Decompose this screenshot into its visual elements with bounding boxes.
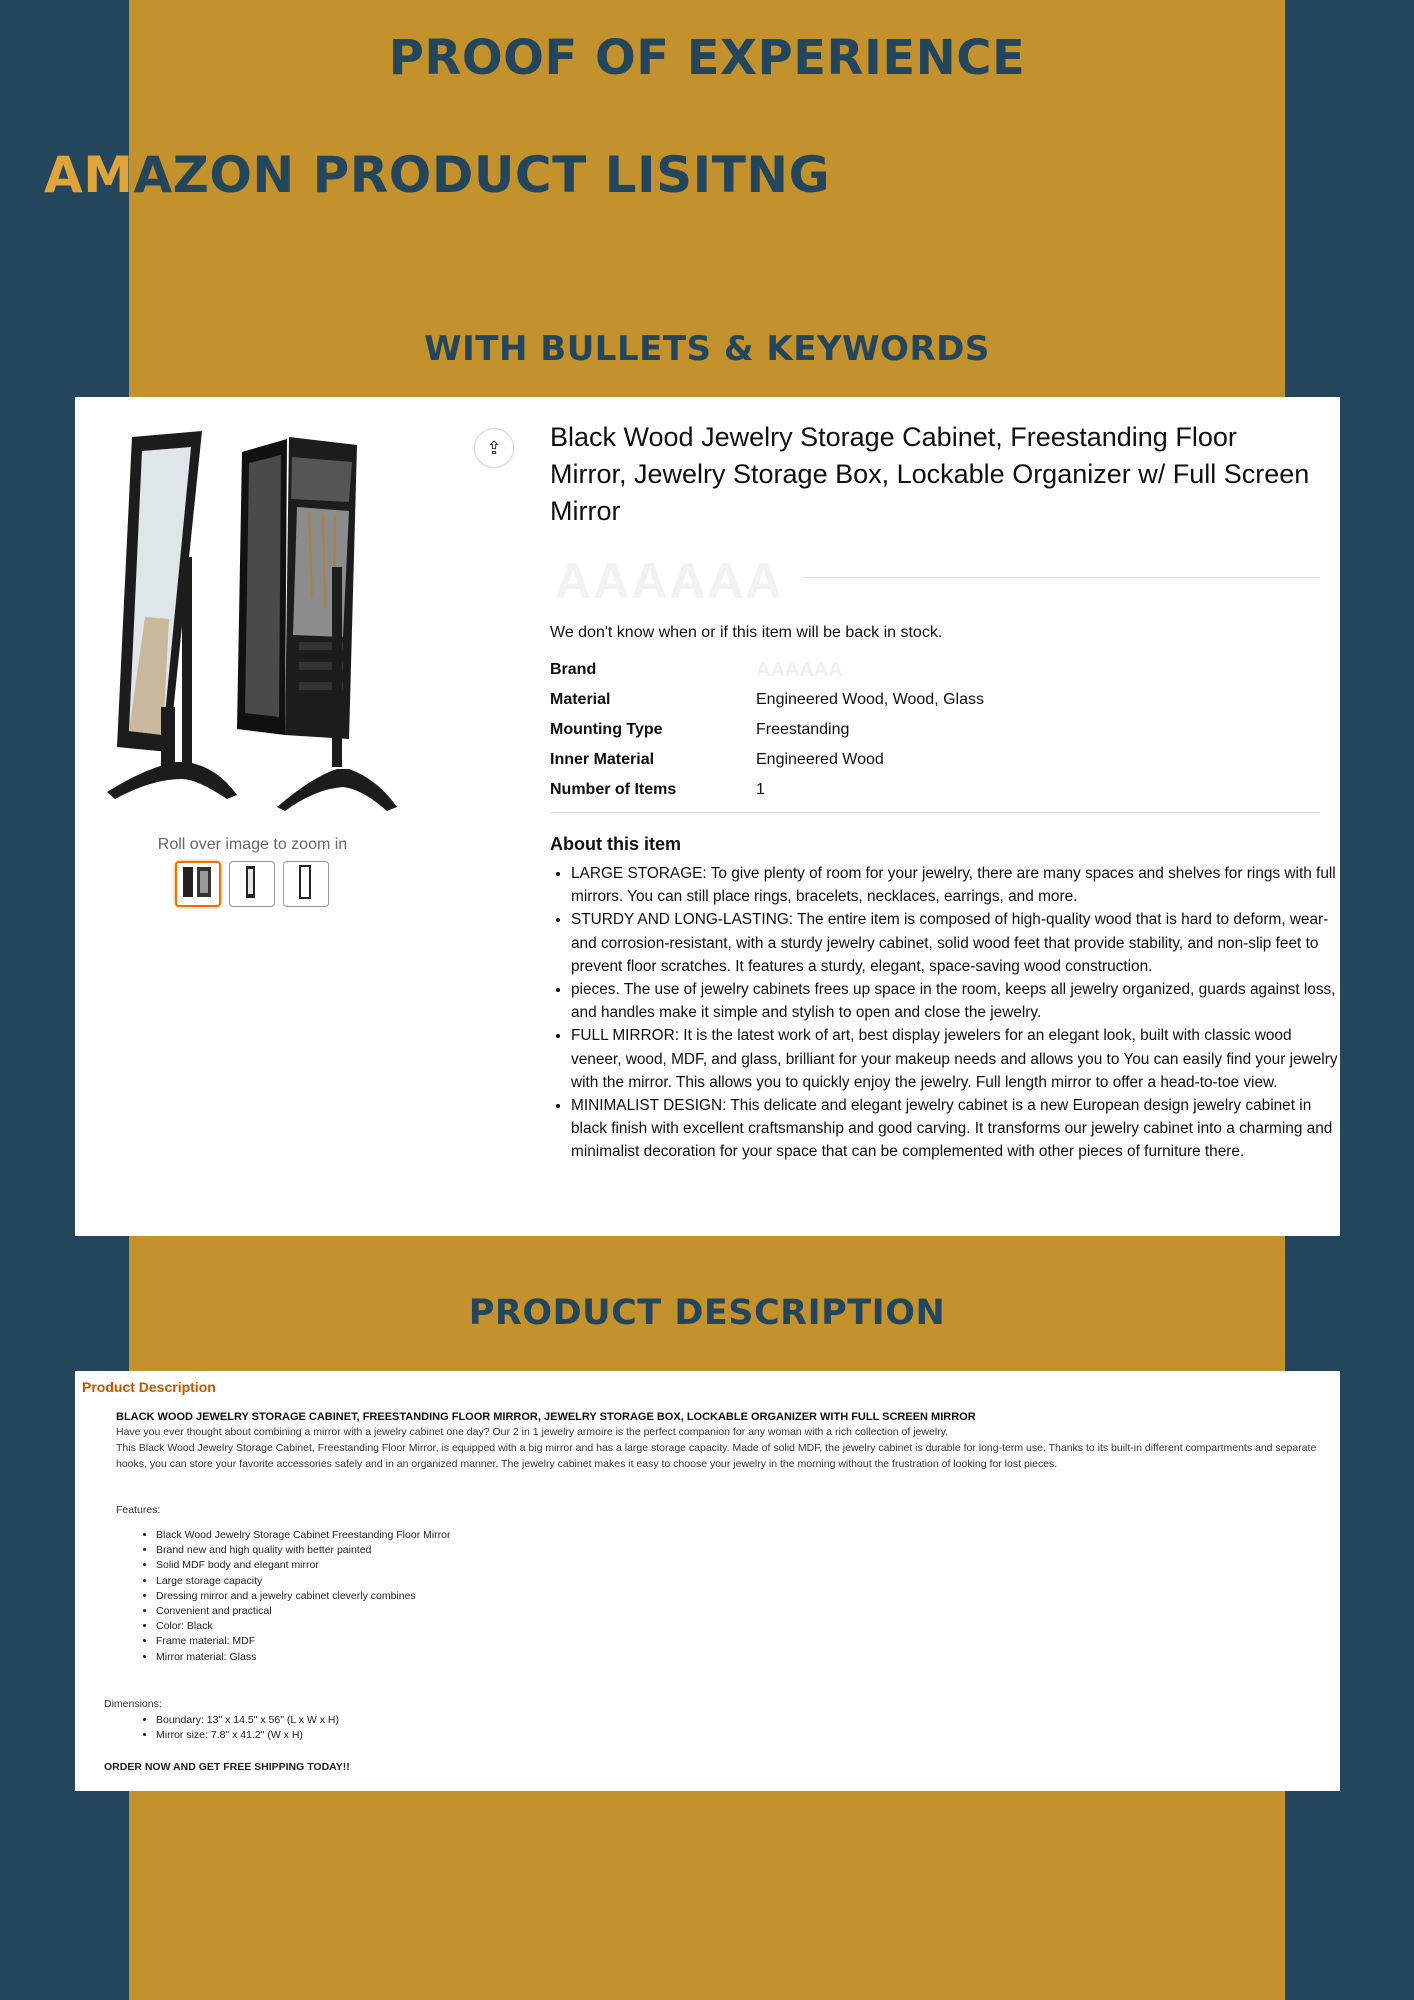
- amazon-listing-heading: [44, 146, 830, 204]
- dimension-item: • Mirror size: 7.8" x 41.2" (W x H): [156, 1728, 339, 1743]
- thumbnail-1[interactable]: [175, 861, 221, 907]
- thumbnail-2[interactable]: [229, 861, 275, 907]
- feature-item: • Brand new and high quality with better painted: [156, 1543, 451, 1558]
- feature-item: • Color: Black: [156, 1619, 451, 1634]
- description-label: Product Description: [82, 1379, 216, 1395]
- thumbnail-3[interactable]: [283, 861, 329, 907]
- bullet-item: • MINIMALIST DESIGN: This delicate and elegant jewelry cabinet is a new European design jewelry cabinet in black finish with excellent craftsmanship and good carving. It transforms our jewelry cabinet into a charming and minimalist decoration for your space that can be complemented with other pieces of furniture there.: [571, 1094, 1341, 1164]
- description-panel: [75, 1371, 1340, 1791]
- stock-note: We don't know when or if this item will be back in stock.: [550, 624, 943, 641]
- product-image[interactable]: [87, 417, 417, 827]
- thumbnail-3-image: [284, 862, 326, 904]
- spec-row: [550, 685, 1320, 715]
- bullet-item: • FULL MIRROR: It is the latest work of art, best display jewelers for an elegant look, built with classic wood veneer, wood, MDF, and glass, brilliant for your makeup needs and allows you to You can easily find your jewelry with the mirror. This allows you to quickly enjoy the jewelry. Full length mirror to offer a head-to-toe view.: [571, 1024, 1341, 1094]
- order-cta: ORDER NOW AND GET FREE SHIPPING TODAY!!: [104, 1761, 350, 1773]
- spec-value: 1: [756, 781, 765, 798]
- zoom-hint: Roll over image to zoom in: [157, 836, 348, 853]
- spec-key: Number of Items: [550, 781, 677, 798]
- divider: [802, 577, 1320, 578]
- spec-key: Material: [550, 691, 611, 708]
- feature-item: • Convenient and practical: [156, 1604, 451, 1619]
- spec-key: Mounting Type: [550, 721, 663, 738]
- brand-placeholder: AAAAAA: [756, 658, 843, 681]
- spec-row: [550, 715, 1320, 745]
- feature-item: • Dressing mirror and a jewelry cabinet cleverly combines: [156, 1589, 451, 1604]
- features-list: [138, 1528, 451, 1665]
- product-title: Black Wood Jewelry Storage Cabinet, Freestanding Floor Mirror, Jewelry Storage Box, Lockable Organizer w/ Full Screen Mirror: [550, 422, 1310, 526]
- about-heading: About this item: [550, 834, 681, 854]
- amazon-heading-rest: AZON PRODUCT LISITNG: [133, 146, 831, 204]
- description-heading: PRODUCT DESCRIPTION: [468, 1293, 946, 1333]
- feature-item: • Solid MDF body and elegant mirror: [156, 1558, 451, 1573]
- listing-panel: [75, 397, 1340, 1236]
- spec-row: [550, 745, 1320, 775]
- spec-key: Inner Material: [550, 751, 655, 768]
- spec-row: [550, 775, 1320, 805]
- share-icon: ⇪: [486, 437, 502, 458]
- thumbnail-1-image: [177, 863, 219, 905]
- feature-item: • Black Wood Jewelry Storage Cabinet Freestanding Floor Mirror: [156, 1528, 451, 1543]
- spec-value: Engineered Wood: [756, 751, 884, 768]
- dimensions-label: Dimensions:: [104, 1698, 162, 1710]
- bullets-heading: WITH BULLETS & KEYWORDS: [424, 329, 990, 369]
- features-label: Features:: [116, 1504, 161, 1516]
- divider: [550, 812, 1320, 813]
- bullet-item: • STURDY AND LONG-LASTING: The entire item is composed of high-quality wood that is hard to deform, wear- and corrosion-resistant, with a sturdy jewelry cabinet, solid wood feet that provide stability, and non-slip feet to prevent floor scratches. It features a sturdy, elegant, space-saving wood construction.: [571, 908, 1341, 978]
- thumbnail-strip: [175, 861, 329, 907]
- description-paragraph: Have you ever thought about combining a mirror with a jewelry cabinet one day? Our 2 in 1 jewelry armoire is the perfect companion for any woman with a rich collection of jewelry.: [116, 1426, 949, 1438]
- amazon-heading-accent: AM: [44, 146, 134, 204]
- bullet-item: • LARGE STORAGE: To give plenty of room for your jewelry, there are many spaces and shelves for rings with full mirrors. You can still place rings, bracelets, necklaces, earrings, and more.: [571, 862, 1341, 908]
- feature-item: • Large storage capacity: [156, 1574, 451, 1589]
- bullet-item: • pieces. The use of jewelry cabinets frees up space in the room, keeps all jewelry organized, guards against loss, and handles make it simple and stylish to open and close the jewelry.: [571, 978, 1341, 1024]
- spec-key: Brand: [550, 661, 597, 678]
- thumbnail-2-image: [230, 862, 272, 904]
- spec-row: [550, 655, 1320, 685]
- rating-placeholder: AAAAAA: [555, 553, 784, 609]
- description-paragraph: This Black Wood Jewelry Storage Cabinet, Freestanding Floor Mirror, is equipped with a big mirror and has a large storage capacity. Made of solid MDF, the jewelry cabinet is durable for long-term use. Thanks to its built-in different compartments and separate hooks, you can store your favorite accessories safely and in an organized manner. The jewelry cabinet makes it easy to choose your jewelry in the morning without the frustration of looking for lost pieces.: [116, 1442, 1317, 1470]
- spec-table: [550, 655, 1320, 805]
- spec-value: Freestanding: [756, 721, 850, 738]
- proof-heading: PROOF OF EXPERIENCE: [388, 30, 1026, 86]
- feature-bullets: [550, 862, 1341, 1164]
- feature-item: • Frame material: MDF: [156, 1634, 451, 1649]
- dimension-item: • Boundary: 13" x 14.5" x 56" (L x W x H): [156, 1713, 339, 1728]
- spec-value: Engineered Wood, Wood, Glass: [756, 691, 984, 708]
- feature-item: • Mirror material: Glass: [156, 1650, 451, 1665]
- description-headline: BLACK WOOD JEWELRY STORAGE CABINET, FREESTANDING FLOOR MIRROR, JEWELRY STORAGE BOX, LOCKABLE ORGANIZER WITH FULL SCREEN MIRROR: [116, 1411, 976, 1423]
- share-button[interactable]: [474, 428, 514, 468]
- spec-value: [756, 655, 1320, 685]
- dimensions-list: [138, 1713, 339, 1743]
